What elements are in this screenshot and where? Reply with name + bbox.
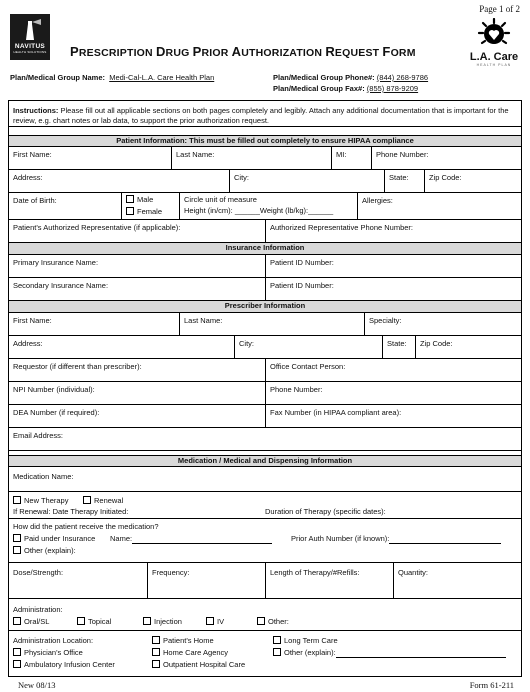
- plan-phone-value: (844) 268-9786: [376, 73, 429, 82]
- female-option[interactable]: Female: [126, 207, 175, 217]
- patient-zip-field[interactable]: Zip Code:: [424, 170, 521, 192]
- plan-phone: Plan/Medical Group Phone#: (844) 268-9786: [273, 73, 429, 82]
- patient-dob-field[interactable]: Date of Birth:: [13, 196, 57, 205]
- dea-field[interactable]: DEA Number (if required):: [13, 408, 100, 417]
- prescriber-address-field[interactable]: Address:: [13, 339, 43, 348]
- patient-mi-field[interactable]: MI:: [331, 147, 371, 169]
- patient-rep-phone-field[interactable]: Authorized Representative Phone Number:: [265, 220, 521, 242]
- patient-allergies-field[interactable]: Allergies:: [357, 193, 521, 219]
- paid-under-insurance-checkbox[interactable]: [13, 534, 21, 542]
- secondary-insurance-field[interactable]: Secondary Insurance Name:: [13, 281, 109, 290]
- requestor-row: [9, 359, 521, 382]
- prescriber-name-row: [9, 313, 521, 336]
- home-care-checkbox[interactable]: [152, 648, 160, 656]
- footer-form-number: Form 61-211: [469, 680, 514, 690]
- prescriber-fax-field[interactable]: Fax Number (in HIPAA compliant area):: [265, 405, 521, 427]
- office-contact-field[interactable]: Office Contact Person:: [265, 359, 521, 381]
- other-received-checkbox[interactable]: [13, 546, 21, 554]
- duration-field[interactable]: Duration of Therapy (specific dates):: [265, 507, 386, 516]
- male-option[interactable]: Male: [126, 195, 175, 205]
- injection-option[interactable]: Injection: [143, 617, 182, 627]
- insurance-section-header: Insurance Information: [9, 243, 521, 255]
- plan-name: Plan/Medical Group Name: Medi-Cal-L.A. Care Health Plan: [10, 73, 215, 82]
- email-row: [9, 428, 521, 451]
- administration-row: [9, 599, 521, 631]
- patient-address-field[interactable]: Address:: [13, 173, 43, 182]
- other-received-option[interactable]: Other (explain):: [13, 546, 76, 556]
- primary-insurance-row: [9, 255, 521, 278]
- dose-field[interactable]: Dose/Strength:: [13, 568, 64, 577]
- infusion-center-checkbox[interactable]: [13, 660, 21, 668]
- long-term-care-checkbox[interactable]: [273, 636, 281, 644]
- medication-name-field[interactable]: Medication Name:: [13, 472, 74, 481]
- renewal-checkbox[interactable]: [83, 496, 91, 504]
- therapy-row: [9, 492, 521, 519]
- prescriber-last-name-field[interactable]: Last Name:: [179, 313, 364, 335]
- navitus-logo: [10, 14, 50, 60]
- location-row: [9, 631, 521, 677]
- footer-date: New 08/13: [18, 680, 56, 690]
- la-care-logo: [468, 18, 520, 67]
- topical-option[interactable]: Topical: [77, 617, 111, 627]
- renewal-option[interactable]: Renewal: [83, 496, 123, 506]
- patient-first-name-field[interactable]: First Name:: [13, 150, 52, 159]
- primary-patient-id-field[interactable]: Patient ID Number:: [265, 255, 521, 277]
- patient-phone-field[interactable]: Phone Number:: [371, 147, 521, 169]
- iv-option[interactable]: IV: [206, 617, 224, 627]
- male-checkbox[interactable]: [126, 195, 134, 203]
- frequency-field[interactable]: Frequency:: [147, 563, 265, 598]
- other-admin-option[interactable]: Other:: [257, 617, 289, 627]
- physician-office-checkbox[interactable]: [13, 648, 21, 656]
- secondary-insurance-row: [9, 278, 521, 301]
- medication-name-row: [9, 467, 521, 492]
- la-care-name: L.A. Care: [469, 51, 519, 63]
- form-frame: [8, 100, 522, 677]
- patient-rep-field[interactable]: Patient's Authorized Representative (if applicable):: [13, 223, 181, 232]
- dose-row: [9, 563, 521, 599]
- patient-address-row: [9, 170, 521, 193]
- home-care-option[interactable]: Home Care Agency: [152, 648, 228, 658]
- length-field[interactable]: Length of Therapy/#Refills:: [265, 563, 393, 598]
- npi-field[interactable]: NPI Number (individual):: [13, 385, 95, 394]
- long-term-care-option[interactable]: Long Term Care: [273, 636, 338, 646]
- topical-checkbox[interactable]: [77, 617, 85, 625]
- instructions: Instructions: Please fill out all applicable sections on both pages completely and legibly. Attach any additional documentation that is important for the review, e.g. chart notes or lab data, to support the prior authorization request.: [9, 101, 521, 127]
- patient-home-checkbox[interactable]: [152, 636, 160, 644]
- prescriber-zip-field[interactable]: Zip Code:: [415, 336, 521, 358]
- form-title: PRESCRIPTION DRUG PRIOR AUTHORIZATION REQUEST FORM: [70, 44, 416, 59]
- requestor-field[interactable]: Requestor (if different than prescriber):: [13, 362, 142, 371]
- patient-name-row: [9, 147, 521, 170]
- secondary-patient-id-field[interactable]: Patient ID Number:: [265, 278, 521, 300]
- infusion-center-option[interactable]: Ambulatory Infusion Center: [13, 660, 115, 670]
- oral-checkbox[interactable]: [13, 617, 21, 625]
- lighthouse-icon: [19, 18, 41, 42]
- plan-name-value: Medi-Cal-L.A. Care Health Plan: [109, 73, 215, 82]
- other-admin-checkbox[interactable]: [257, 617, 265, 625]
- administration-label: Administration:: [13, 605, 63, 614]
- prescriber-specialty-field[interactable]: Specialty:: [364, 313, 521, 335]
- outpatient-hospital-checkbox[interactable]: [152, 660, 160, 668]
- prescriber-state-field[interactable]: State:: [382, 336, 415, 358]
- prescriber-phone-field[interactable]: Phone Number:: [265, 382, 521, 404]
- how-received-row: [9, 519, 521, 563]
- la-care-sub: HEALTH PLAN: [476, 63, 512, 67]
- other-location-checkbox[interactable]: [273, 648, 281, 656]
- prior-auth-field[interactable]: Prior Auth Number (if known):: [291, 534, 501, 544]
- patient-section-header: Patient Information: This must be filled out completely to ensure HIPAA compliance: [9, 135, 521, 147]
- quantity-field[interactable]: Quantity:: [393, 563, 521, 598]
- plan-fax: Plan/Medical Group Fax#: (855) 878-9209: [273, 84, 419, 93]
- insurance-name-field[interactable]: Name:: [110, 534, 272, 544]
- patient-dob-row: [9, 193, 521, 220]
- outpatient-hospital-option[interactable]: Outpatient Hospital Care: [152, 660, 245, 670]
- prescriber-section-header: Prescriber Information: [9, 301, 521, 313]
- prescriber-city-field[interactable]: City:: [234, 336, 382, 358]
- renewal-date-field[interactable]: If Renewal: Date Therapy Initiated:: [13, 507, 129, 516]
- prescriber-first-name-field[interactable]: First Name:: [13, 316, 52, 325]
- dea-row: [9, 405, 521, 428]
- navitus-logo-name: NAVITUS: [14, 43, 46, 50]
- patient-city-field[interactable]: City:: [229, 170, 384, 192]
- female-checkbox[interactable]: [126, 207, 134, 215]
- new-therapy-option[interactable]: New Therapy: [13, 496, 68, 506]
- page-number: Page 1 of 2: [479, 4, 520, 14]
- patient-rep-row: [9, 220, 521, 243]
- injection-checkbox[interactable]: [143, 617, 151, 625]
- sun-heart-icon: [477, 18, 511, 50]
- new-therapy-checkbox[interactable]: [13, 496, 21, 504]
- navitus-logo-sub: HEALTH SOLUTIONS: [13, 50, 47, 54]
- patient-home-option[interactable]: Patient's Home: [152, 636, 214, 646]
- location-label: Administration Location:: [13, 636, 94, 645]
- paid-under-insurance-option[interactable]: Paid under Insurance: [13, 534, 95, 544]
- other-location-option[interactable]: Other (explain):: [273, 648, 506, 658]
- oral-option[interactable]: Oral/SL: [13, 617, 49, 627]
- physician-office-option[interactable]: Physician's Office: [13, 648, 83, 658]
- email-field[interactable]: Email Address:: [13, 431, 64, 440]
- patient-state-field[interactable]: State:: [384, 170, 424, 192]
- medication-section-header: Medication / Medical and Dispensing Information: [9, 455, 521, 467]
- plan-fax-value: (855) 878-9209: [366, 84, 419, 93]
- iv-checkbox[interactable]: [206, 617, 214, 625]
- measure-field[interactable]: Circle unit of measure Height (in/cm): ______Weight (lb/kg):______: [179, 193, 357, 219]
- gender-options: [121, 193, 179, 219]
- how-received-label: How did the patient receive the medication?: [13, 522, 159, 531]
- prescriber-address-row: [9, 336, 521, 359]
- primary-insurance-field[interactable]: Primary Insurance Name:: [13, 258, 99, 267]
- npi-row: [9, 382, 521, 405]
- patient-last-name-field[interactable]: Last Name:: [171, 147, 331, 169]
